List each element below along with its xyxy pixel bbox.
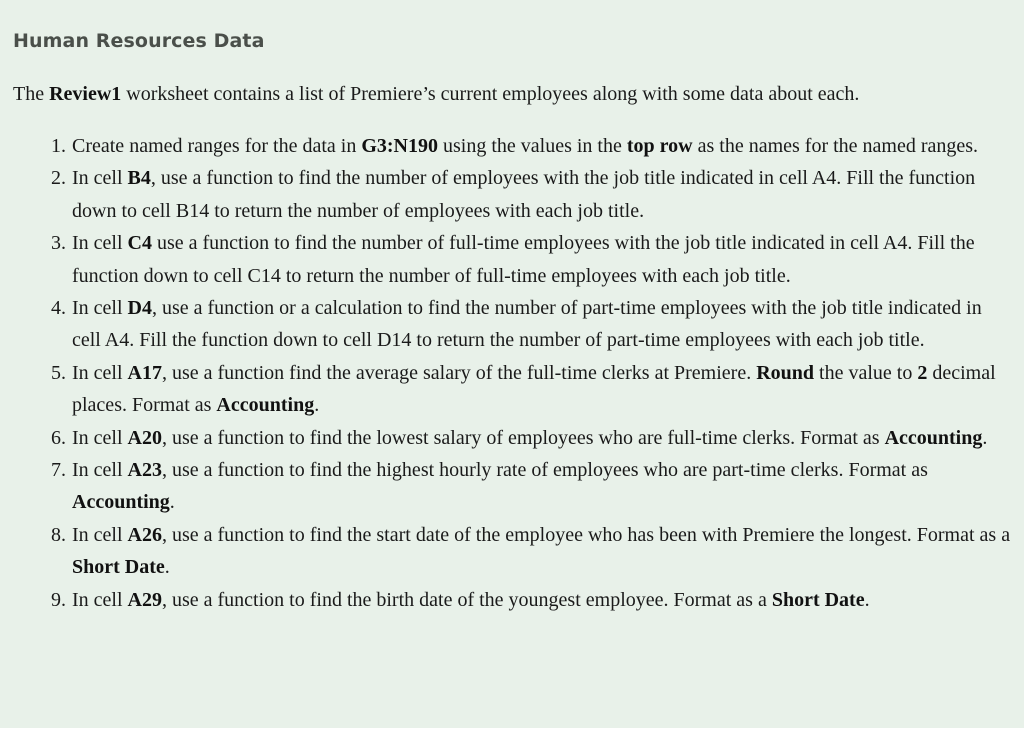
step-text: as the names for the named ranges. bbox=[692, 135, 979, 157]
section-title: Human Resources Data bbox=[13, 30, 265, 52]
step-text: In cell bbox=[72, 426, 128, 449]
step-bold-term: A23 bbox=[127, 459, 162, 482]
step-item-4 bbox=[71, 292, 1011, 357]
step-item-5 bbox=[71, 357, 1011, 422]
step-bold-term: Accounting bbox=[72, 491, 170, 514]
step-text: . bbox=[164, 556, 170, 579]
step-text: , use a function or a calculation to find the number of part-time employees with the job title indicated in cell A4. Fill the function down to cell D14 to return the number of part-time employees with each job title. bbox=[72, 297, 982, 352]
step-text: . bbox=[982, 426, 988, 449]
step-bold-term: top row bbox=[626, 135, 693, 157]
step-text: In cell bbox=[72, 523, 128, 546]
step-bold-term: 2 bbox=[917, 361, 928, 384]
step-bold-term: B4 bbox=[127, 167, 151, 190]
step-text: In cell bbox=[72, 232, 128, 255]
step-text: In cell bbox=[72, 459, 128, 482]
step-item-8 bbox=[71, 519, 1011, 584]
step-bold-term: A20 bbox=[127, 426, 162, 449]
intro-paragraph bbox=[13, 78, 1011, 110]
step-text: In cell bbox=[72, 588, 128, 611]
step-item-1 bbox=[71, 130, 1011, 162]
step-text: In cell bbox=[72, 167, 128, 190]
step-text: . bbox=[864, 588, 870, 611]
step-text: , use a function to find the highest hourly rate of employees who are part-time clerks. Format as bbox=[161, 459, 928, 482]
step-text: , use a function to find the start date of the employee who has been with Premiere the longest. Format as a bbox=[161, 523, 1011, 546]
step-text: In cell bbox=[72, 297, 128, 320]
step-text: In cell bbox=[72, 361, 128, 384]
intro-text: worksheet contains a list of Premiere’s current employees along with some data about each. bbox=[121, 83, 860, 105]
step-text: Create named ranges for the data in bbox=[72, 135, 362, 157]
step-text: , use a function find the average salary of the full-time clerks at Premiere. bbox=[161, 361, 757, 384]
step-bold-term: A26 bbox=[127, 523, 162, 546]
step-text: , use a function to find the lowest salary of employees who are full-time clerks. Format as bbox=[161, 426, 885, 449]
step-item-6 bbox=[71, 422, 1011, 454]
step-bold-term: G3:N190 bbox=[361, 135, 438, 157]
steps-list bbox=[13, 130, 1011, 616]
step-bold-term: Short Date bbox=[72, 556, 165, 579]
step-bold-term: Accounting bbox=[884, 426, 983, 449]
step-item-3 bbox=[71, 227, 1011, 292]
step-text: . bbox=[314, 394, 320, 417]
step-text: using the values in the bbox=[438, 135, 627, 157]
step-text: the value to bbox=[814, 361, 918, 384]
step-bold-term: A29 bbox=[127, 588, 162, 611]
step-bold-term: C4 bbox=[127, 232, 152, 255]
step-bold-term: Short Date bbox=[771, 588, 865, 611]
step-item-7 bbox=[71, 454, 1011, 519]
step-text: decimal places. Format as bbox=[72, 361, 996, 417]
step-item-9 bbox=[71, 584, 1011, 616]
step-bold-term: Round bbox=[756, 361, 815, 384]
step-item-2 bbox=[71, 162, 1011, 227]
step-bold-term: D4 bbox=[127, 297, 152, 320]
step-text: . bbox=[169, 491, 175, 514]
step-bold-term: Accounting bbox=[216, 394, 315, 417]
intro-text: The bbox=[13, 83, 50, 105]
step-bold-term: A17 bbox=[127, 361, 162, 384]
step-text: use a function to find the number of full-time employees with the job title indicated in cell A4. Fill the function down to cell C14 to return the number of full-time employees with each job title. bbox=[72, 232, 975, 287]
step-text: , use a function to find the number of employees with the job title indicated in cell A4. Fill the function down to cell B14 to return the number of employees with each job title. bbox=[72, 167, 976, 222]
step-text: , use a function to find the birth date of the youngest employee. Format as a bbox=[161, 588, 772, 611]
intro-bold-term: Review1 bbox=[49, 83, 122, 105]
